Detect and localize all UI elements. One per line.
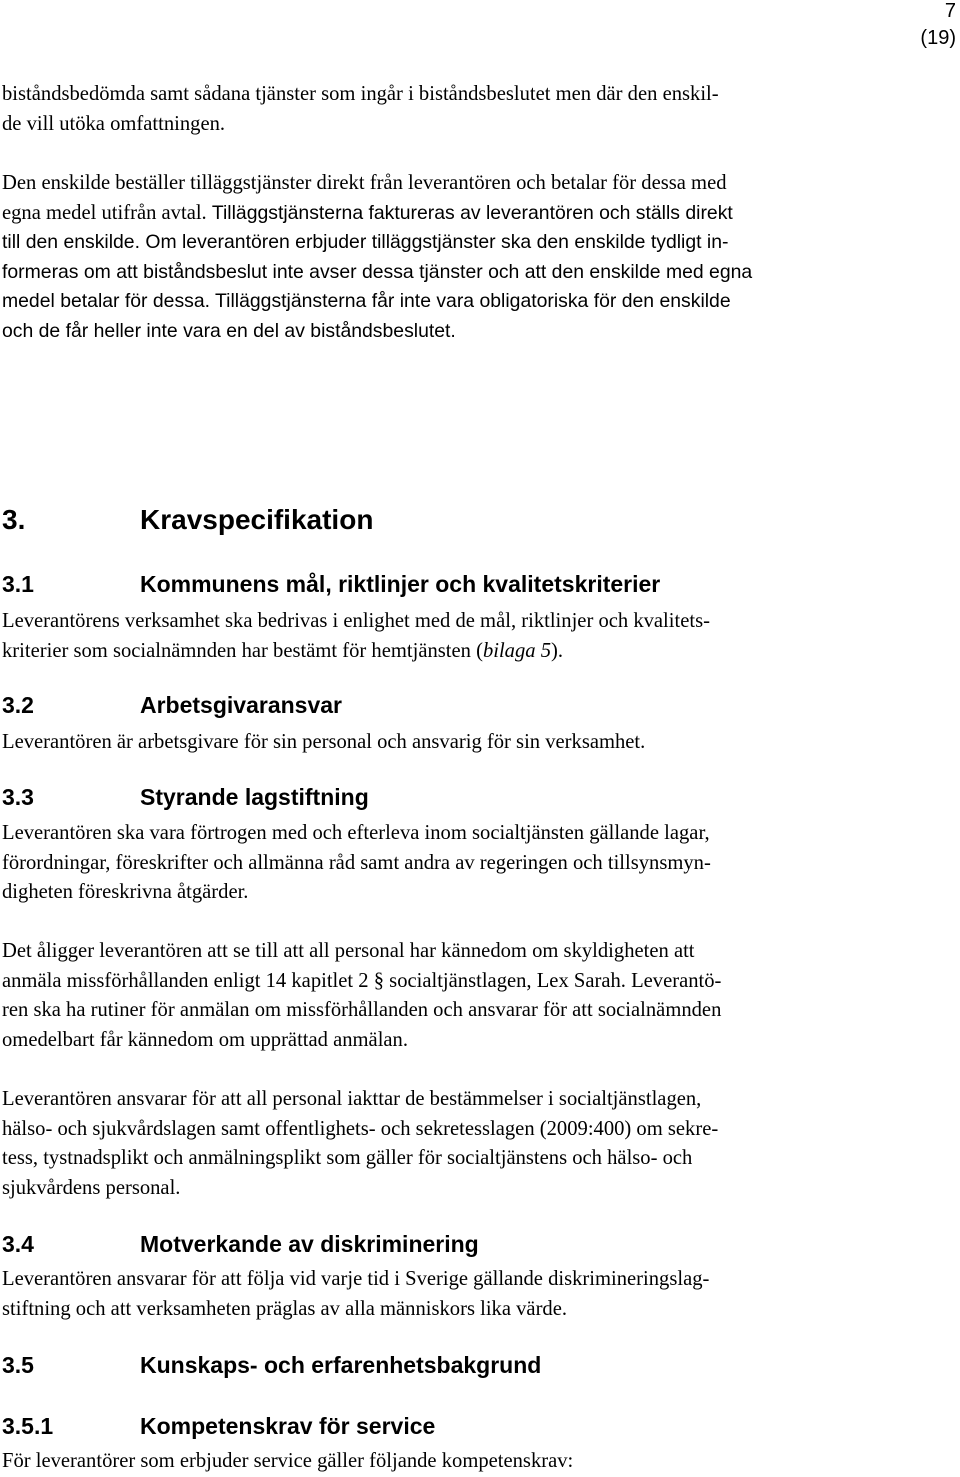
text-line [2,199,902,229]
text-line: Leverantören är arbetsgivare för sin personal och ansvarig för sin verksamhet. [2,731,646,753]
section-title: Kunskaps- och erfarenhetsbakgrund [140,1352,542,1378]
text-line: digheten föreskrivna åtgärder. [2,881,249,903]
text-line: För leverantörer som erbjuder service gäller följande kompetenskrav: [2,1450,574,1472]
text-line: hälso- och sjukvårdslagen samt offentlighets- och sekretesslagen (2009:400) om sekre- [2,1117,719,1140]
section-heading-3 [2,503,373,537]
section-3-2-paragraph [2,728,902,758]
section-heading-3-5 [2,1350,541,1380]
text-line: formeras om att biståndsbeslut inte avser dessa tjänster och att den enskilde med egna [2,260,753,283]
text-line: omedelbart får kännedom om upprättad anmälan. [2,1028,409,1051]
section-number: 3.2 [2,692,34,718]
text-line: och de får heller inte vara en del av biståndsbeslutet. [2,319,456,342]
section-3-3-paragraph-3 [2,1085,902,1203]
section-number: 3.5.1 [2,1413,54,1439]
text-line: tess, tystnadsplikt och anmälningsplikt som gäller för socialtjänstens och hälso- och [2,1147,693,1169]
text-line: ren ska ha rutiner för anmälan om missförhållanden och ansvarar för att socialnämnden [2,999,722,1021]
section-number: 3. [2,504,26,535]
intro-paragraph-1 [2,80,902,139]
section-number: 3.5 [2,1352,34,1378]
section-title: Kompetenskrav för service [140,1413,436,1439]
text-line: Leverantören ansvarar för att all personal iakttar de bestämmelser i socialtjänstlagen, [2,1088,702,1110]
text-line: Leverantören ansvarar för att följa vid varje tid i Sverige gällande diskrimineringslag- [2,1268,710,1290]
section-3-5-1-paragraph [2,1447,902,1477]
text-line: Det åligger leverantören att se till att all personal har kännedom om skyldigheten att [2,940,695,962]
page-number [920,0,956,52]
text-line: sjukvårdens personal. [2,1176,181,1199]
section-heading-3-2 [2,690,342,720]
section-heading-3-5-1 [2,1411,435,1441]
section-3-3-paragraph-1 [2,819,902,908]
text-run: egna medel utifrån avtal. [2,201,212,224]
text-line [2,637,902,667]
section-title: Kommunens mål, riktlinjer och kvalitetskriterier [140,571,661,597]
page-number-current: 7 [944,0,956,22]
text-line: Den enskilde beställer tilläggstjänster direkt från leverantören och betalar för dessa med [2,172,727,194]
text-line: biståndsbedömda samt sådana tjänster som ingår i biståndsbeslutet men där den enskil- [2,83,719,105]
text-line: medel betalar för dessa. Tilläggstjänsterna får inte vara obligatoriska för den enskilde [2,290,731,312]
text-line: stiftning och att verksamheten präglas av alla människors lika värde. [2,1297,568,1320]
text-line: anmäla missförhållanden enligt 14 kapitlet 2 § socialtjänstlagen, Lex Sarah. Leverantö- [2,969,722,992]
text-run: kriterier som socialnämnden har bestämt för hemtjänsten ( [2,639,483,662]
section-heading-3-4 [2,1229,479,1259]
section-title: Arbetsgivaransvar [140,692,342,718]
text-line: förordningar, föreskrifter och allmänna råd samt andra av regeringen och tillsynsmyn- [2,851,711,874]
section-title: Kravspecifikation [140,504,374,535]
text-line: till den enskilde. Om leverantören erbjuder tilläggstjänster ska den enskilde tydligt in- [2,231,729,253]
section-number: 3.1 [2,571,34,597]
section-heading-3-3 [2,782,369,812]
text-line: de vill utöka omfattningen. [2,112,226,135]
section-title: Styrande lagstiftning [140,784,369,810]
section-3-4-paragraph [2,1265,902,1324]
text-line: Leverantörens verksamhet ska bedrivas i enlighet med de mål, riktlinjer och kvalitets- [2,610,710,632]
text-line: Leverantören ska vara förtrogen med och efterleva inom socialtjänsten gällande lagar, [2,822,710,844]
attachment-reference: bilaga 5 [482,639,552,662]
section-3-1-paragraph [2,607,902,666]
page-number-total: (19) [920,27,956,49]
text-run: ). [551,639,564,662]
section-title: Motverkande av diskriminering [140,1231,479,1257]
section-heading-3-1 [2,569,660,599]
section-3-3-paragraph-2 [2,937,902,1055]
section-number: 3.3 [2,784,34,810]
section-number: 3.4 [2,1231,34,1257]
text-run-sans: Tilläggstjänsterna faktureras av leverantören och ställs direkt [211,201,733,224]
intro-paragraph-2 [2,169,902,346]
